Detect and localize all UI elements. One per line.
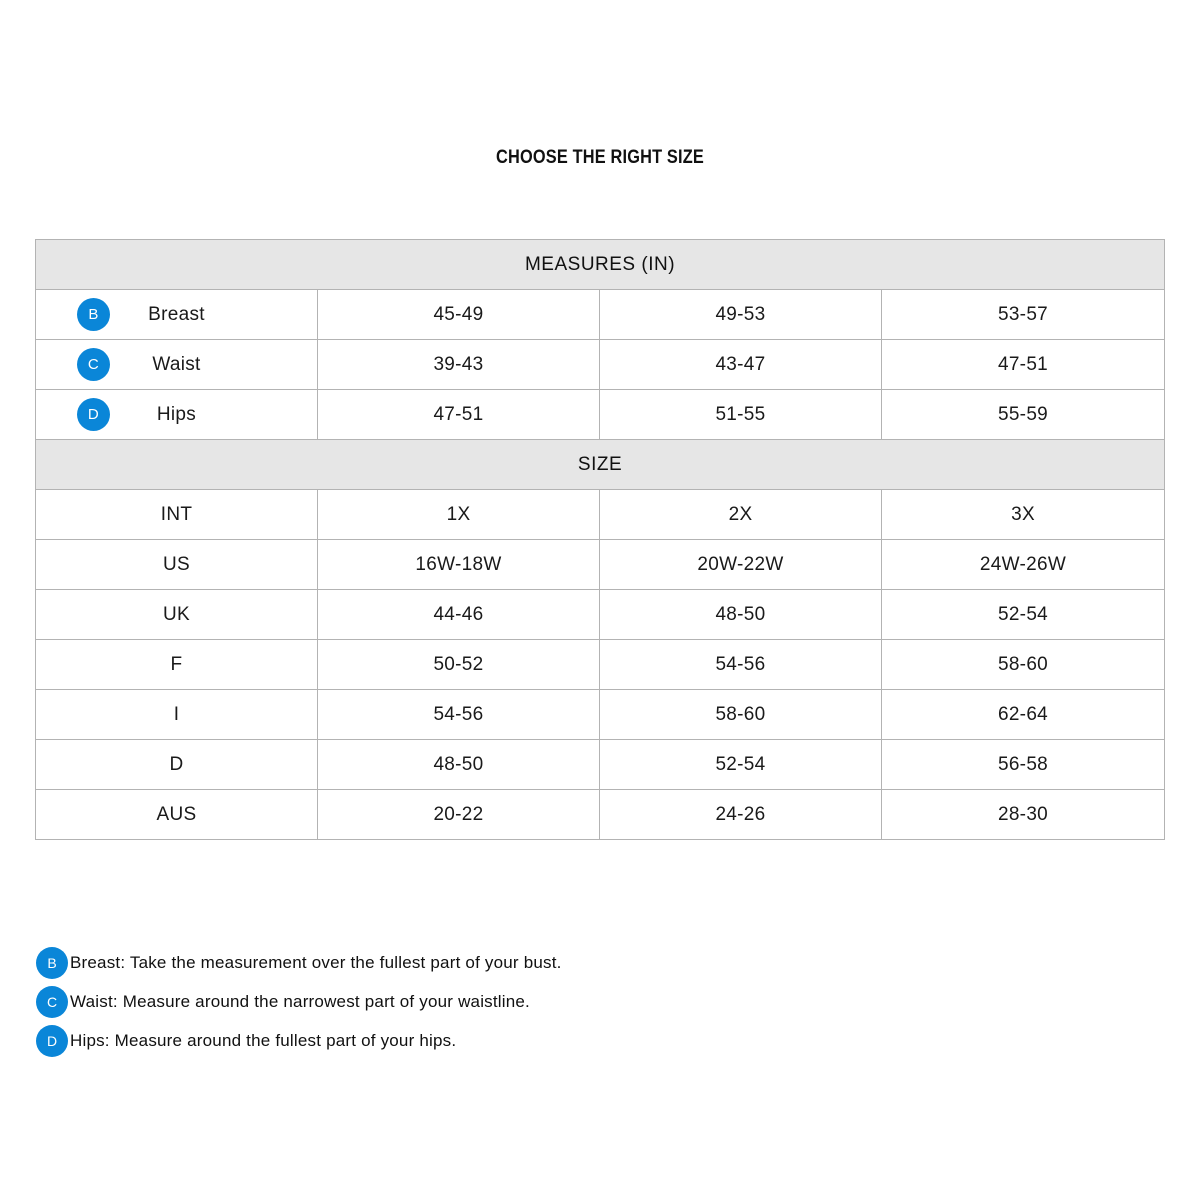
measures-header: MEASURES (IN) <box>36 240 1165 290</box>
note-hips <box>36 1024 562 1057</box>
table-cell: 43-47 <box>600 340 882 390</box>
size-label-cell: INT <box>36 490 318 540</box>
table-cell: 47-51 <box>882 340 1165 390</box>
measure-label: Waist <box>152 353 201 375</box>
table-cell: 48-50 <box>600 590 882 640</box>
size-header: SIZE <box>36 440 1165 490</box>
table-cell: 1X <box>318 490 600 540</box>
waist-badge-icon: C <box>77 348 110 381</box>
table-cell: 62-64 <box>882 690 1165 740</box>
measure-label: Breast <box>148 303 205 325</box>
size-label-cell: F <box>36 640 318 690</box>
table-cell: 54-56 <box>600 640 882 690</box>
hips-badge-icon: D <box>77 398 110 431</box>
table-cell: 28-30 <box>882 790 1165 840</box>
table-cell: 16W-18W <box>318 540 600 590</box>
size-label-cell: AUS <box>36 790 318 840</box>
table-cell: 50-52 <box>318 640 600 690</box>
size-label-cell: I <box>36 690 318 740</box>
note-breast <box>36 946 562 979</box>
table-cell: 54-56 <box>318 690 600 740</box>
measure-label-cell <box>36 390 318 440</box>
table-cell: 47-51 <box>318 390 600 440</box>
table-cell: 39-43 <box>318 340 600 390</box>
note-waist <box>36 985 562 1018</box>
table-row <box>36 790 1165 840</box>
table-row <box>36 390 1165 440</box>
table-row <box>36 490 1165 540</box>
breast-badge-icon: B <box>36 947 68 979</box>
table-cell: 55-59 <box>882 390 1165 440</box>
table-row <box>36 690 1165 740</box>
measure-label: Hips <box>156 403 197 425</box>
table-cell: 20-22 <box>318 790 600 840</box>
size-chart-table <box>35 239 1165 840</box>
table-cell: 24-26 <box>600 790 882 840</box>
size-label-cell: US <box>36 540 318 590</box>
table-row <box>36 340 1165 390</box>
table-cell: 48-50 <box>318 740 600 790</box>
table-cell: 58-60 <box>882 640 1165 690</box>
waist-badge-icon: C <box>36 986 68 1018</box>
table-cell: 56-58 <box>882 740 1165 790</box>
measure-label-cell <box>36 340 318 390</box>
table-cell: 45-49 <box>318 290 600 340</box>
table-cell: 53-57 <box>882 290 1165 340</box>
breast-badge-icon: B <box>77 298 110 331</box>
table-row <box>36 540 1165 590</box>
measures-header-row <box>36 240 1165 290</box>
table-cell: 52-54 <box>882 590 1165 640</box>
table-cell: 58-60 <box>600 690 882 740</box>
size-label-cell: D <box>36 740 318 790</box>
hips-badge-icon: D <box>36 1025 68 1057</box>
table-cell: 2X <box>600 490 882 540</box>
measure-label-cell <box>36 290 318 340</box>
table-cell: 49-53 <box>600 290 882 340</box>
size-label-cell: UK <box>36 590 318 640</box>
table-cell: 52-54 <box>600 740 882 790</box>
note-text: Breast: Take the measurement over the fullest part of your bust. <box>70 952 562 972</box>
table-cell: 24W-26W <box>882 540 1165 590</box>
note-text: Hips: Measure around the fullest part of your hips. <box>70 1030 457 1050</box>
size-header-row <box>36 440 1165 490</box>
table-cell: 3X <box>882 490 1165 540</box>
table-row <box>36 640 1165 690</box>
page-title: CHOOSE THE RIGHT SIZE <box>496 147 704 168</box>
table-row <box>36 590 1165 640</box>
table-cell: 20W-22W <box>600 540 882 590</box>
note-text: Waist: Measure around the narrowest part of your waistline. <box>70 991 530 1011</box>
table-row <box>36 290 1165 340</box>
table-row <box>36 740 1165 790</box>
measurement-notes <box>36 946 562 1063</box>
table-cell: 51-55 <box>600 390 882 440</box>
table-cell: 44-46 <box>318 590 600 640</box>
